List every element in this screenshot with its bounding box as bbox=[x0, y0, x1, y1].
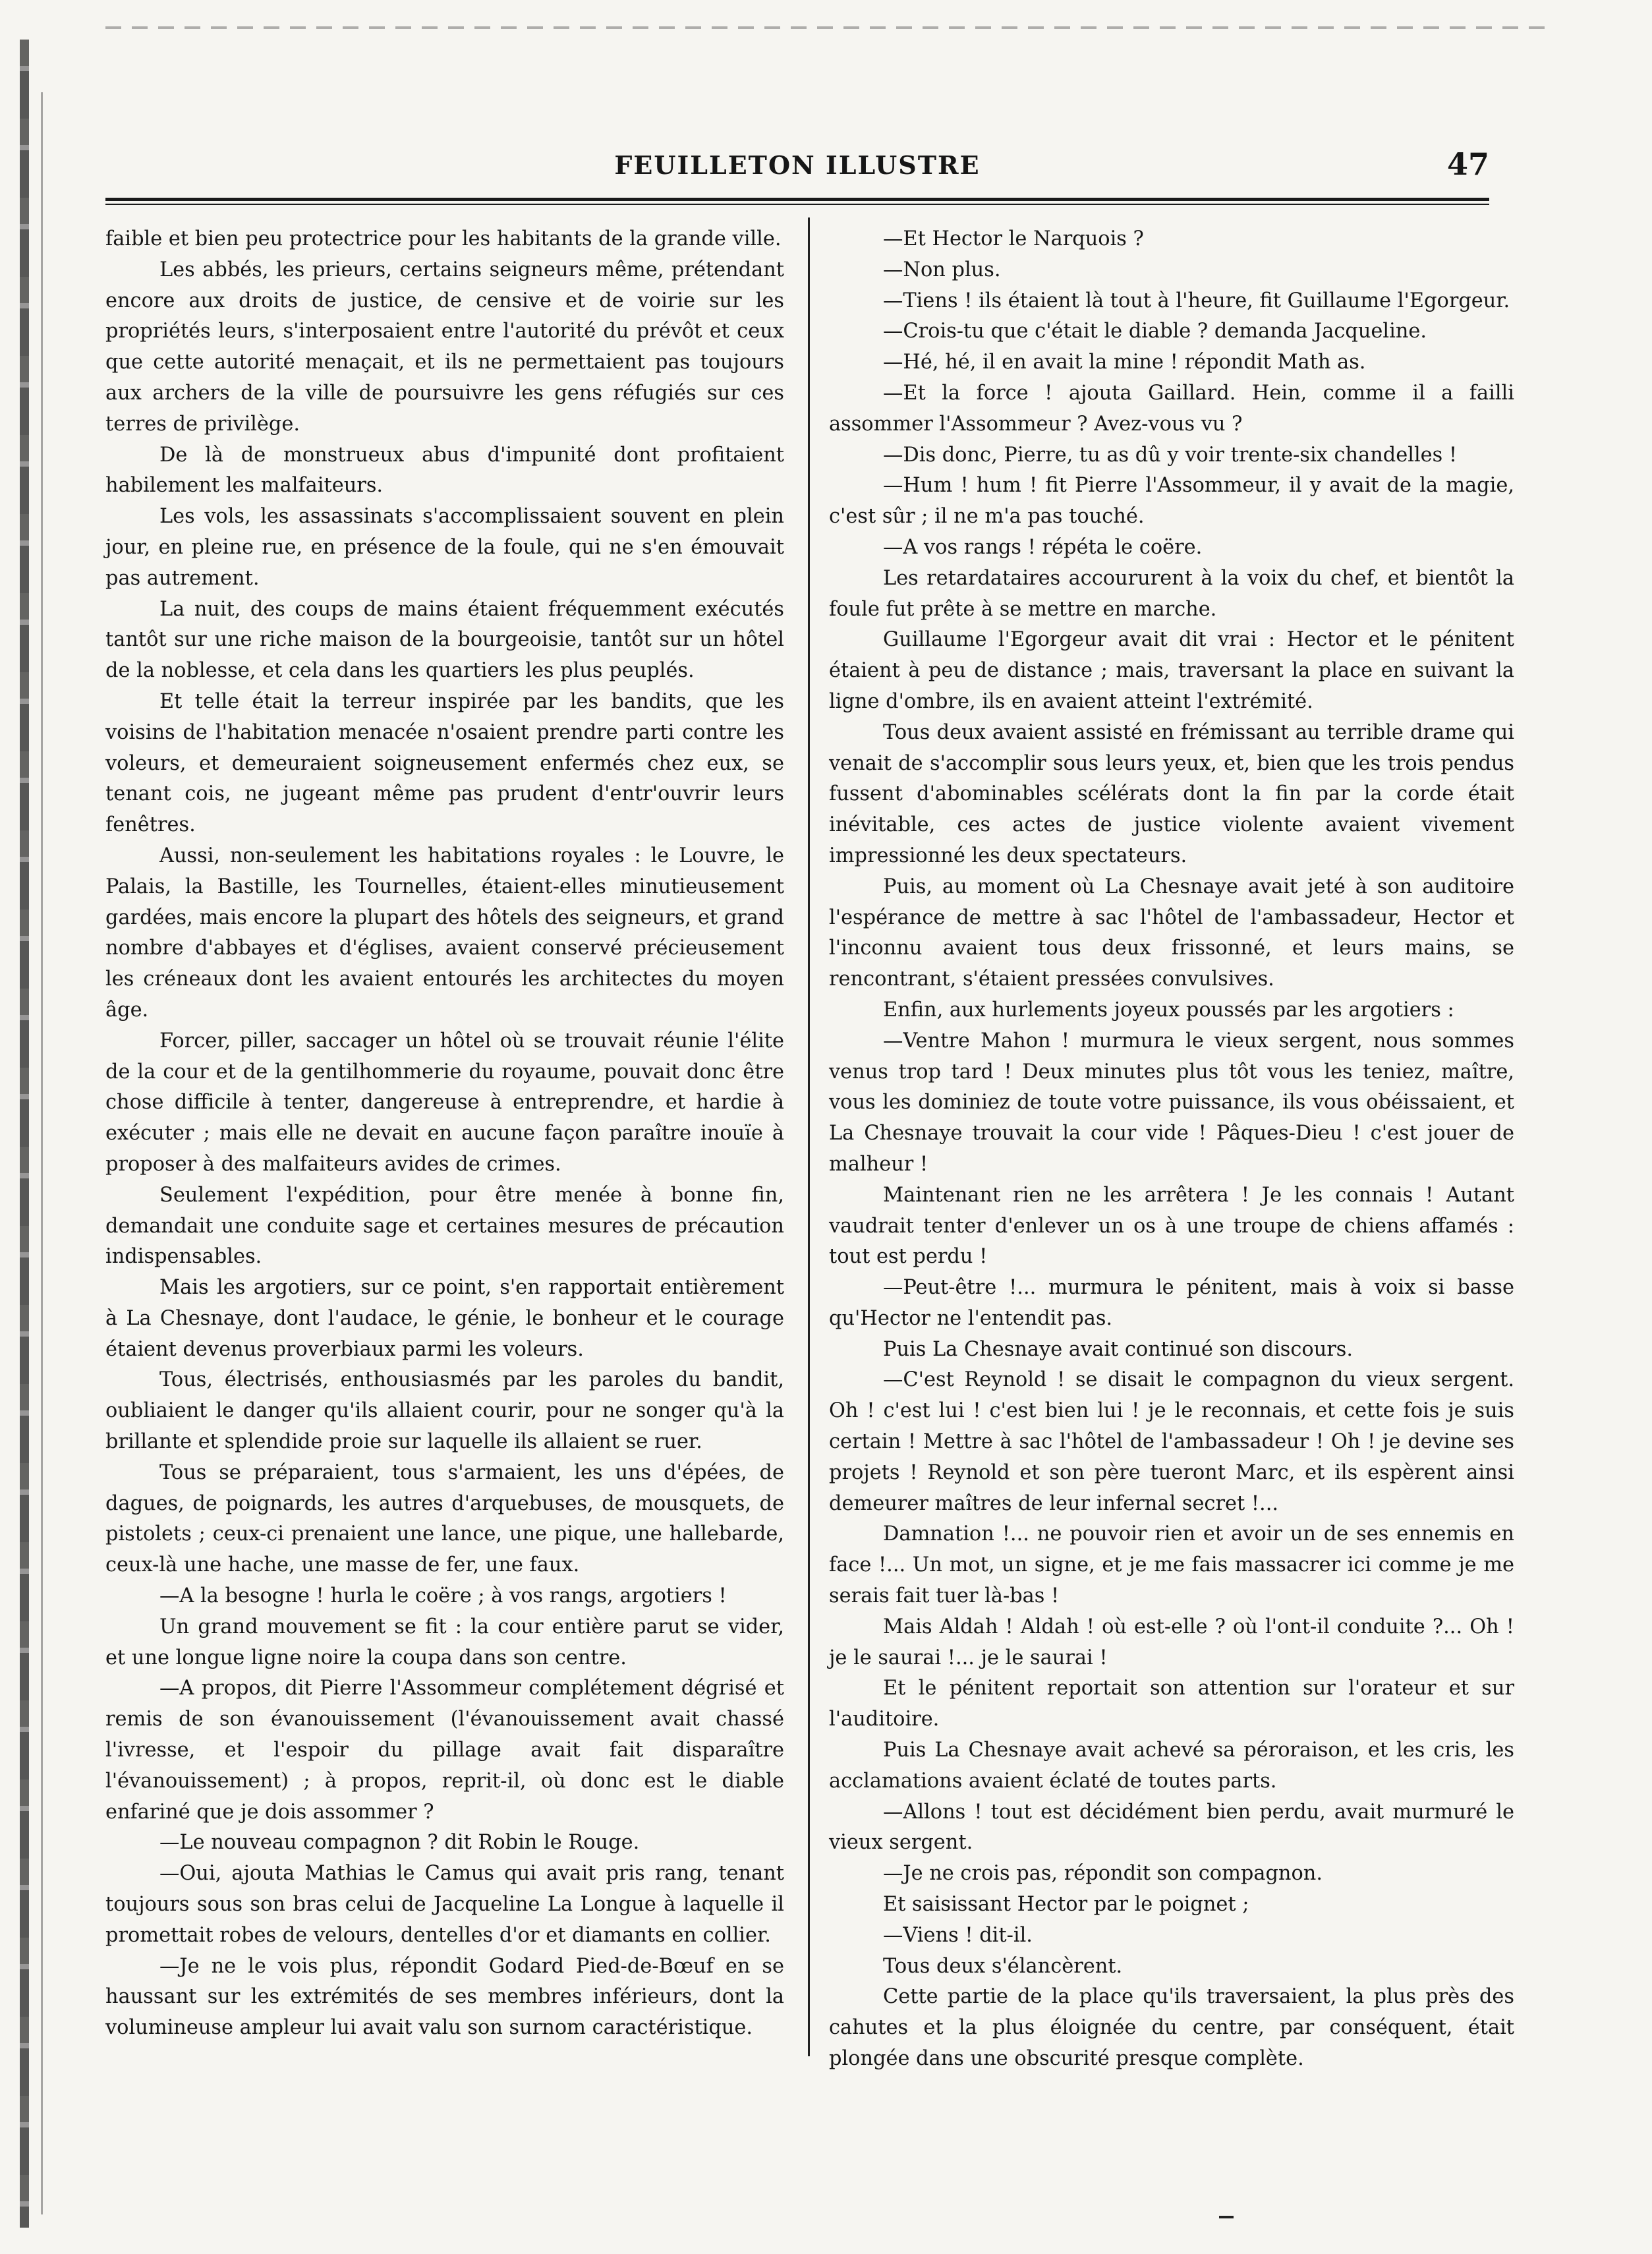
paragraph: —Et Hector le Narquois ? bbox=[883, 227, 1144, 250]
paragraph: Tous deux s'élancèrent. bbox=[883, 1954, 1123, 1978]
paragraph: Puis La Chesnaye avait achevé sa péroraison, et les cris, les acclamations avaient éclaté de toutes parts. bbox=[829, 1739, 1514, 1793]
binding-line bbox=[41, 92, 43, 2214]
paragraph: —Viens ! dit-il. bbox=[883, 1923, 1033, 1947]
paragraph: Les vols, les assassinats s'accomplissaient souvent en plein jour, en pleine rue, en présence de la foule, qui ne s'en émouvait pas autrement. bbox=[105, 505, 784, 590]
top-border bbox=[105, 26, 1549, 29]
paragraph: Mais les argotiers, sur ce point, s'en rapportait entièrement à La Chesnaye, dont l'audace, le génie, le bonheur et le courage étaient devenus proverbiaux parmi les voleurs. bbox=[105, 1276, 784, 1361]
paragraph: Les retardataires accoururent à la voix du chef, et bientôt la foule fut prête à se mettre en marche. bbox=[829, 566, 1514, 621]
paragraph: Aussi, non-seulement les habitations royales : le Louvre, le Palais, la Bastille, les Tournelles, étaient-elles minutieusement gardées, mais encore la plupart des hôtels des seigneurs, et grand nombre d'abbayes et d'églises, avaient conservé précieusement les créneaux dont les avaient entourés les architectes du moyen âge. bbox=[105, 844, 784, 1022]
paragraph: —Crois-tu que c'était le diable ? demanda Jacqueline. bbox=[883, 320, 1427, 343]
paragraph: Guillaume l'Egorgeur avait dit vrai : Hector et le pénitent étaient à peu de distance ; mais, traversant la place en suivant la ligne d'ombre, ils en avaient atteint l'extrémité. bbox=[829, 628, 1514, 713]
left-column bbox=[105, 224, 784, 2044]
paragraph: —Je ne crois pas, répondit son compagnon. bbox=[883, 1862, 1323, 1886]
paragraph: Damnation !... ne pouvoir rien et avoir un de ses ennemis en face !... Un mot, un signe, et je me fais massacrer ici comme je me serais fait tuer là-bas ! bbox=[829, 1522, 1514, 1608]
column-divider bbox=[808, 217, 810, 2056]
paragraph: Enfin, aux hurlements joyeux poussés par les argotiers : bbox=[883, 998, 1454, 1022]
paragraph: —Allons ! tout est décidément bien perdu, avait murmuré le vieux sergent. bbox=[829, 1800, 1514, 1855]
paragraph: Mais Aldah ! Aldah ! où est-elle ? où l'ont-il conduite ?... Oh ! je le saurai !... je le saurai ! bbox=[829, 1615, 1514, 1669]
paragraph: Forcer, piller, saccager un hôtel où se trouvait réunie l'élite de la cour et de la gentilhommerie du royaume, pouvait donc être chose difficile à tenter, dangereuse à entreprendre, et hardie à exécuter ; mais elle ne devait en aucune façon paraître inouïe à proposer à des malfaiteurs avides de crimes. bbox=[105, 1029, 784, 1176]
paragraph: Et le pénitent reportait son attention sur l'orateur et sur l'auditoire. bbox=[829, 1677, 1514, 1731]
paragraph: La nuit, des coups de mains étaient fréquemment exécutés tantôt sur une riche maison de la bourgeoisie, tantôt sur un hôtel de la noblesse, et cela dans les quartiers les plus peuplés. bbox=[105, 597, 784, 683]
paragraph: Seulement l'expédition, pour être menée à bonne fin, demandait une conduite sage et certaines mesures de précaution indispensables. bbox=[105, 1183, 784, 1269]
paragraph: —Ventre Mahon ! murmura le vieux sergent, nous sommes venus trop tard ! Deux minutes plus tôt vous les teniez, maître, vous les dominiez de toute votre puissance, ils vous obéissaient, et La Chesnaye trouvait la cour vide ! Pâques-Dieu ! c'est jouer de malheur ! bbox=[829, 1029, 1514, 1176]
page-header bbox=[105, 146, 1489, 190]
paragraph: —Je ne le vois plus, répondit Godard Pied-de-Bœuf en se haussant sur les extrémités de ses membres inférieurs, dont la volumineuse ampleur lui avait valu son surnom caractéristique. bbox=[105, 1954, 784, 2040]
paragraph: Tous se préparaient, tous s'armaient, les uns d'épées, de dagues, de poignards, les autres d'arquebuses, de mousquets, de pistolets ; ceux-ci prenaient une lance, une pique, une hallebarde, ceux-là une hache, une masse de fer, une faux. bbox=[105, 1460, 784, 1577]
running-title: FEUILLETON ILLUSTRE bbox=[614, 150, 981, 180]
paragraph: Les abbés, les prieurs, certains seigneurs même, prétendant encore aux droits de justice, de censive et de voirie sur les propriétés leurs, s'interposaient entre l'autorité du prévôt et ceux que cette autorité menaçait, et ils ne permettaient pas toujours aux archers de la ville de poursuivre les gens réfugiés sur ces terres de privilège. bbox=[105, 258, 784, 436]
paragraph: faible et bien peu protectrice pour les habitants de la grande ville. bbox=[105, 227, 782, 250]
paragraph: Tous, électrisés, enthousiasmés par les paroles du bandit, oubliaient le danger qu'ils allaient courir, pour ne songer qu'à la brillante et splendide proie sur laquelle ils allaient se ruer. bbox=[105, 1368, 784, 1454]
paragraph: —Tiens ! ils étaient là tout à l'heure, fit Guillaume l'Egorgeur. bbox=[883, 289, 1510, 312]
paragraph: —Le nouveau compagnon ? dit Robin le Rouge. bbox=[159, 1831, 640, 1855]
paragraph: —A vos rangs ! répéta le coëre. bbox=[883, 535, 1203, 559]
paragraph: Cette partie de la place qu'ils traversaient, la plus près des cahutes et la plus éloignée du centre, par conséquent, était plongée dans une obscurité presque complète. bbox=[829, 1985, 1514, 2071]
paragraph: Puis, au moment où La Chesnaye avait jeté à son auditoire l'espérance de mettre à sac l'hôtel de l'ambassadeur, Hector et l'inconnu avaient tous deux frissonné, et leurs mains, se rencontrant, s'étaient pressées convulsives. bbox=[829, 875, 1514, 991]
paragraph: Et telle était la terreur inspirée par les bandits, que les voisins de l'habitation menacée n'osaient prendre parti contre les voleurs, et demeuraient soigneusement enfermés chez eux, se tenant cois, ne jugeant même pas prudent d'entr'ouvrir leurs fenêtres. bbox=[105, 689, 784, 837]
paragraph: Puis La Chesnaye avait continué son discours. bbox=[883, 1337, 1353, 1361]
paragraph: —Dis donc, Pierre, tu as dû y voir trente-six chandelles ! bbox=[883, 443, 1458, 467]
paragraph: Et saisissant Hector par le poignet ; bbox=[883, 1893, 1249, 1917]
paragraph: Maintenant rien ne les arrêtera ! Je les connais ! Autant vaudrait tenter d'enlever un os à une troupe de chiens affamés : tout est perdu ! bbox=[829, 1183, 1514, 1269]
print-mark bbox=[1219, 2216, 1234, 2218]
paragraph: —Hé, hé, il en avait la mine ! répondit Math as. bbox=[883, 351, 1366, 374]
paragraph: De là de monstrueux abus d'impunité dont profitaient habilement les malfaiteurs. bbox=[105, 443, 784, 498]
right-column bbox=[829, 224, 1514, 2075]
paragraph: —Non plus. bbox=[883, 258, 1001, 281]
paragraph: —Peut-être !... murmura le pénitent, mais à voix si basse qu'Hector ne l'entendit pas. bbox=[829, 1276, 1514, 1330]
paragraph: —Oui, ajouta Mathias le Camus qui avait pris rang, tenant toujours sous son bras celui de Jacqueline La Longue à laquelle il promettait robes de velours, dentelles d'or et diamants en collier. bbox=[105, 1862, 784, 1947]
paragraph: —C'est Reynold ! se disait le compagnon du vieux sergent. Oh ! c'est lui ! c'est bien lui ! je le reconnais, et cette fois je suis certain ! Mettre à sac l'hôtel de l'ambassadeur ! Oh ! je devine ses projets ! Reynold et son père tueront Marc, et ils espèrent ainsi demeurer maîtres de leur infernal secret !... bbox=[829, 1368, 1514, 1515]
paragraph: Tous deux avaient assisté en frémissant au terrible drame qui venait de s'accomplir sous leurs yeux, et, bien que les trois pendus fussent d'abominables scélérats dont la fin par la corde était inévitable, ces actes de justice violente avaient vivement impressionné les deux spectateurs. bbox=[829, 720, 1514, 867]
binding-edge bbox=[20, 40, 29, 2228]
paragraph: —A la besogne ! hurla le coëre ; à vos rangs, argotiers ! bbox=[159, 1584, 727, 1608]
paragraph: —Et la force ! ajouta Gaillard. Hein, comme il a failli assommer l'Assommeur ? Avez-vous vu ? bbox=[829, 381, 1514, 436]
paragraph: —A propos, dit Pierre l'Assommeur complétement dégrisé et remis de son évanouissement (l'évanouissement avait chassé l'ivresse, et l'espoir du pillage avait fait disparaître l'évanouissement) ; à propos, reprit-il, où donc est le diable enfariné que je dois assommer ? bbox=[105, 1677, 784, 1824]
paragraph: Un grand mouvement se fit : la cour entière parut se vider, et une longue ligne noire la coupa dans son centre. bbox=[105, 1615, 784, 1669]
page-number: 47 bbox=[1446, 146, 1489, 182]
header-rule bbox=[105, 198, 1489, 205]
paragraph: —Hum ! hum ! fit Pierre l'Assommeur, il y avait de la magie, c'est sûr ; il ne m'a pas touché. bbox=[829, 474, 1514, 529]
